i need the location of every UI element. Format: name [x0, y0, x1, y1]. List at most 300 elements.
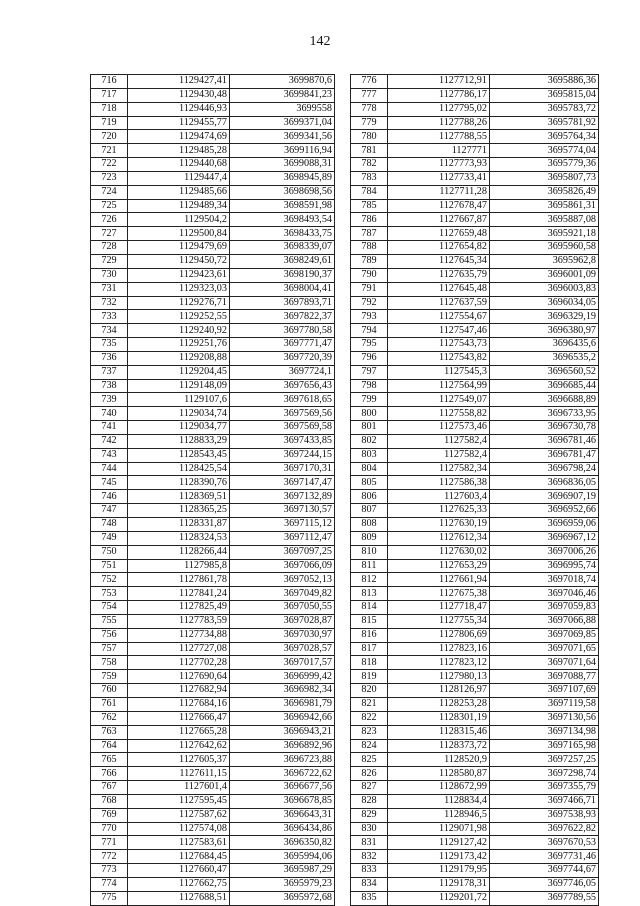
y-coordinate-cell: 3696560,52: [490, 365, 599, 379]
x-coordinate-cell: 1128266,44: [128, 545, 230, 559]
y-coordinate-cell: 3697746,05: [490, 877, 599, 891]
table-row: [351, 448, 599, 462]
point-number-cell: 807: [351, 504, 388, 518]
y-coordinate-cell: 3695826,49: [490, 185, 599, 199]
x-coordinate-cell: 1127841,24: [128, 587, 230, 601]
table-row: [91, 75, 335, 89]
x-coordinate-cell: 1127630,19: [388, 518, 490, 532]
x-coordinate-cell: 1129107,6: [128, 393, 230, 407]
y-coordinate-cell: 3696999,42: [230, 670, 335, 684]
x-coordinate-cell: 1127654,82: [388, 241, 490, 255]
y-coordinate-cell: 3695994,06: [230, 850, 335, 864]
x-coordinate-cell: 1129474,69: [128, 130, 230, 144]
table-row: [91, 324, 335, 338]
x-coordinate-cell: 1127823,16: [388, 642, 490, 656]
y-coordinate-cell: 3697170,31: [230, 462, 335, 476]
x-coordinate-cell: 1128425,54: [128, 462, 230, 476]
x-coordinate-cell: 1129427,41: [128, 75, 230, 89]
y-coordinate-cell: 3696982,34: [230, 684, 335, 698]
table-row: [91, 531, 335, 545]
table-row: [351, 296, 599, 310]
point-number-cell: 829: [351, 808, 388, 822]
table-row: [91, 767, 335, 781]
point-number-cell: 783: [351, 171, 388, 185]
y-coordinate-cell: 3697018,74: [490, 573, 599, 587]
point-number-cell: 741: [91, 421, 128, 435]
x-coordinate-cell: 1129178,31: [388, 877, 490, 891]
x-coordinate-cell: 1127823,12: [388, 656, 490, 670]
table-row: [91, 559, 335, 573]
y-coordinate-cell: 3696034,05: [490, 296, 599, 310]
point-number-cell: 770: [91, 822, 128, 836]
table-row: [351, 102, 599, 116]
point-number-cell: 792: [351, 296, 388, 310]
point-number-cell: 777: [351, 88, 388, 102]
x-coordinate-cell: 1127659,48: [388, 227, 490, 241]
table-row: [351, 656, 599, 670]
x-coordinate-cell: 1127980,13: [388, 670, 490, 684]
point-number-cell: 761: [91, 697, 128, 711]
y-coordinate-cell: 3698945,89: [230, 171, 335, 185]
point-number-cell: 751: [91, 559, 128, 573]
y-coordinate-cell: 3697046,46: [490, 587, 599, 601]
y-coordinate-cell: 3697052,13: [230, 573, 335, 587]
page-number: 142: [309, 34, 331, 49]
x-coordinate-cell: 1127549,07: [388, 393, 490, 407]
table-row: [91, 753, 335, 767]
table-row: [351, 836, 599, 850]
table-row: [91, 628, 335, 642]
table-row: [351, 393, 599, 407]
y-coordinate-cell: 3697066,88: [490, 614, 599, 628]
point-number-cell: 732: [91, 296, 128, 310]
x-coordinate-cell: 1129276,71: [128, 296, 230, 310]
table-row: [91, 268, 335, 282]
x-coordinate-cell: 1128834,4: [388, 794, 490, 808]
y-coordinate-cell: 3697088,77: [490, 670, 599, 684]
y-coordinate-cell: 3697355,79: [490, 781, 599, 795]
table-row: [351, 254, 599, 268]
point-number-cell: 793: [351, 310, 388, 324]
point-number-cell: 750: [91, 545, 128, 559]
point-number-cell: 749: [91, 531, 128, 545]
y-coordinate-cell: 3696535,2: [490, 351, 599, 365]
table-row: [351, 379, 599, 393]
y-coordinate-cell: 3697538,93: [490, 808, 599, 822]
table-row: [91, 573, 335, 587]
table-row: [351, 781, 599, 795]
x-coordinate-cell: 1127603,4: [388, 490, 490, 504]
y-coordinate-cell: 3697059,83: [490, 601, 599, 615]
point-number-cell: 769: [91, 808, 128, 822]
x-coordinate-cell: 1127702,28: [128, 656, 230, 670]
table-row: [351, 227, 599, 241]
table-row: [91, 490, 335, 504]
y-coordinate-cell: 3697006,26: [490, 545, 599, 559]
table-row: [91, 711, 335, 725]
point-number-cell: 802: [351, 434, 388, 448]
x-coordinate-cell: 1127682,94: [128, 684, 230, 698]
table-row: [351, 199, 599, 213]
y-coordinate-cell: 3696942,66: [230, 711, 335, 725]
x-coordinate-cell: 1128373,72: [388, 739, 490, 753]
table-row: [91, 351, 335, 365]
x-coordinate-cell: 1129148,09: [128, 379, 230, 393]
table-row: [351, 864, 599, 878]
point-number-cell: 834: [351, 877, 388, 891]
x-coordinate-cell: 1129485,66: [128, 185, 230, 199]
table-row: [351, 518, 599, 532]
y-coordinate-cell: 3697569,56: [230, 407, 335, 421]
x-coordinate-cell: 1127734,88: [128, 628, 230, 642]
point-number-cell: 782: [351, 158, 388, 172]
table-row: [351, 476, 599, 490]
coordinates-table-right: [350, 74, 599, 906]
table-row: [91, 88, 335, 102]
point-number-cell: 722: [91, 158, 128, 172]
y-coordinate-cell: 3699558: [230, 102, 335, 116]
y-coordinate-cell: 3697132,89: [230, 490, 335, 504]
table-row: [351, 268, 599, 282]
x-coordinate-cell: 1127666,47: [128, 711, 230, 725]
x-coordinate-cell: 1127783,59: [128, 614, 230, 628]
table-row: [91, 241, 335, 255]
x-coordinate-cell: 1127543,73: [388, 338, 490, 352]
point-number-cell: 805: [351, 476, 388, 490]
x-coordinate-cell: 1128253,28: [388, 697, 490, 711]
table-row: [91, 822, 335, 836]
table-row: [351, 434, 599, 448]
point-number-cell: 780: [351, 130, 388, 144]
table-row: [351, 794, 599, 808]
y-coordinate-cell: 3697130,56: [490, 711, 599, 725]
y-coordinate-cell: 3697780,58: [230, 324, 335, 338]
table-row: [351, 697, 599, 711]
point-number-cell: 768: [91, 794, 128, 808]
x-coordinate-cell: 1128369,51: [128, 490, 230, 504]
point-number-cell: 774: [91, 877, 128, 891]
x-coordinate-cell: 1129450,72: [128, 254, 230, 268]
x-coordinate-cell: 1127684,45: [128, 850, 230, 864]
y-coordinate-cell: 3697069,85: [490, 628, 599, 642]
y-coordinate-cell: 3697298,74: [490, 767, 599, 781]
table-row: [91, 836, 335, 850]
y-coordinate-cell: 3696001,09: [490, 268, 599, 282]
table-row: [351, 462, 599, 476]
table-row: [351, 130, 599, 144]
point-number-cell: 737: [91, 365, 128, 379]
x-coordinate-cell: 1129485,28: [128, 144, 230, 158]
y-coordinate-cell: 3695886,36: [490, 75, 599, 89]
point-number-cell: 773: [91, 864, 128, 878]
y-coordinate-cell: 3695764,34: [490, 130, 599, 144]
point-number-cell: 735: [91, 338, 128, 352]
point-number-cell: 816: [351, 628, 388, 642]
x-coordinate-cell: 1127662,75: [128, 877, 230, 891]
y-coordinate-cell: 3697134,98: [490, 725, 599, 739]
y-coordinate-cell: 3695979,23: [230, 877, 335, 891]
point-number-cell: 817: [351, 642, 388, 656]
x-coordinate-cell: 1129252,55: [128, 310, 230, 324]
y-coordinate-cell: 3698339,07: [230, 241, 335, 255]
y-coordinate-cell: 3696943,21: [230, 725, 335, 739]
x-coordinate-cell: 1128390,76: [128, 476, 230, 490]
x-coordinate-cell: 1127985,8: [128, 559, 230, 573]
table-row: [91, 656, 335, 670]
y-coordinate-cell: 3699088,31: [230, 158, 335, 172]
table-row: [91, 462, 335, 476]
point-number-cell: 787: [351, 227, 388, 241]
table-row: [91, 504, 335, 518]
table-row: [91, 670, 335, 684]
point-number-cell: 766: [91, 767, 128, 781]
y-coordinate-cell: 3698493,54: [230, 213, 335, 227]
table-row: [91, 434, 335, 448]
x-coordinate-cell: 1127558,82: [388, 407, 490, 421]
y-coordinate-cell: 3697893,71: [230, 296, 335, 310]
point-number-cell: 778: [351, 102, 388, 116]
point-number-cell: 791: [351, 282, 388, 296]
x-coordinate-cell: 1127861,78: [128, 573, 230, 587]
y-coordinate-cell: 3696677,56: [230, 781, 335, 795]
y-coordinate-cell: 3698249,61: [230, 254, 335, 268]
x-coordinate-cell: 1127795,02: [388, 102, 490, 116]
point-number-cell: 823: [351, 725, 388, 739]
y-coordinate-cell: 3697017,57: [230, 656, 335, 670]
x-coordinate-cell: 1128315,46: [388, 725, 490, 739]
y-coordinate-cell: 3697107,69: [490, 684, 599, 698]
x-coordinate-cell: 1129430,48: [128, 88, 230, 102]
table-row: [91, 338, 335, 352]
x-coordinate-cell: 1127611,15: [128, 767, 230, 781]
x-coordinate-cell: 1129446,93: [128, 102, 230, 116]
x-coordinate-cell: 1127684,16: [128, 697, 230, 711]
table-row: [351, 614, 599, 628]
point-number-cell: 815: [351, 614, 388, 628]
y-coordinate-cell: 3697097,25: [230, 545, 335, 559]
point-number-cell: 821: [351, 697, 388, 711]
point-number-cell: 833: [351, 864, 388, 878]
y-coordinate-cell: 3697071,65: [490, 642, 599, 656]
point-number-cell: 754: [91, 601, 128, 615]
x-coordinate-cell: 1128520,9: [388, 753, 490, 767]
point-number-cell: 771: [91, 836, 128, 850]
x-coordinate-cell: 1127605,37: [128, 753, 230, 767]
point-number-cell: 814: [351, 601, 388, 615]
point-number-cell: 797: [351, 365, 388, 379]
x-coordinate-cell: 1129455,77: [128, 116, 230, 130]
table-row: [91, 144, 335, 158]
point-number-cell: 740: [91, 407, 128, 421]
y-coordinate-cell: 3697071,64: [490, 656, 599, 670]
x-coordinate-cell: 1127727,08: [128, 642, 230, 656]
x-coordinate-cell: 1129479,69: [128, 241, 230, 255]
y-coordinate-cell: 3697789,55: [490, 891, 599, 905]
x-coordinate-cell: 1129201,72: [388, 891, 490, 905]
point-number-cell: 798: [351, 379, 388, 393]
y-coordinate-cell: 3697569,58: [230, 421, 335, 435]
table-row: [91, 310, 335, 324]
point-number-cell: 827: [351, 781, 388, 795]
x-coordinate-cell: 1127788,55: [388, 130, 490, 144]
point-number-cell: 759: [91, 670, 128, 684]
x-coordinate-cell: 1127582,4: [388, 448, 490, 462]
y-coordinate-cell: 3696350,82: [230, 836, 335, 850]
x-coordinate-cell: 1129440,68: [128, 158, 230, 172]
point-number-cell: 747: [91, 504, 128, 518]
point-number-cell: 730: [91, 268, 128, 282]
x-coordinate-cell: 1129034,74: [128, 407, 230, 421]
point-number-cell: 810: [351, 545, 388, 559]
x-coordinate-cell: 1127583,61: [128, 836, 230, 850]
x-coordinate-cell: 1127543,82: [388, 351, 490, 365]
point-number-cell: 825: [351, 753, 388, 767]
table-row: [91, 891, 335, 905]
y-coordinate-cell: 3697165,98: [490, 739, 599, 753]
point-number-cell: 786: [351, 213, 388, 227]
y-coordinate-cell: 3696836,05: [490, 476, 599, 490]
x-coordinate-cell: 1129127,42: [388, 836, 490, 850]
point-number-cell: 831: [351, 836, 388, 850]
x-coordinate-cell: 1129179,95: [388, 864, 490, 878]
y-coordinate-cell: 3697656,43: [230, 379, 335, 393]
x-coordinate-cell: 1127574,08: [128, 822, 230, 836]
x-coordinate-cell: 1127582,4: [388, 434, 490, 448]
x-coordinate-cell: 1128672,99: [388, 781, 490, 795]
table-row: [351, 739, 599, 753]
y-coordinate-cell: 3698591,98: [230, 199, 335, 213]
point-number-cell: 822: [351, 711, 388, 725]
table-row: [351, 877, 599, 891]
y-coordinate-cell: 3697744,67: [490, 864, 599, 878]
y-coordinate-cell: 3695921,18: [490, 227, 599, 241]
y-coordinate-cell: 3696380,97: [490, 324, 599, 338]
y-coordinate-cell: 3695779,36: [490, 158, 599, 172]
point-number-cell: 800: [351, 407, 388, 421]
x-coordinate-cell: 1127718,47: [388, 601, 490, 615]
x-coordinate-cell: 1129251,76: [128, 338, 230, 352]
y-coordinate-cell: 3696981,79: [230, 697, 335, 711]
y-coordinate-cell: 3696678,85: [230, 794, 335, 808]
x-coordinate-cell: 1128331,87: [128, 518, 230, 532]
point-number-cell: 835: [351, 891, 388, 905]
x-coordinate-cell: 1128324,53: [128, 531, 230, 545]
x-coordinate-cell: 1129034,77: [128, 421, 230, 435]
point-number-cell: 746: [91, 490, 128, 504]
y-coordinate-cell: 3698433,75: [230, 227, 335, 241]
point-number-cell: 781: [351, 144, 388, 158]
x-coordinate-cell: 1127755,34: [388, 614, 490, 628]
x-coordinate-cell: 1127711,28: [388, 185, 490, 199]
table-row: [91, 393, 335, 407]
point-number-cell: 795: [351, 338, 388, 352]
point-number-cell: 727: [91, 227, 128, 241]
x-coordinate-cell: 1127773,93: [388, 158, 490, 172]
point-number-cell: 775: [91, 891, 128, 905]
y-coordinate-cell: 3696733,95: [490, 407, 599, 421]
table-row: [91, 421, 335, 435]
table-row: [351, 573, 599, 587]
x-coordinate-cell: 1127661,94: [388, 573, 490, 587]
y-coordinate-cell: 3695781,92: [490, 116, 599, 130]
table-row: [91, 407, 335, 421]
y-coordinate-cell: 3697028,87: [230, 614, 335, 628]
table-row: [91, 614, 335, 628]
y-coordinate-cell: 3697066,09: [230, 559, 335, 573]
x-coordinate-cell: 1129208,88: [128, 351, 230, 365]
x-coordinate-cell: 1127712,91: [388, 75, 490, 89]
point-number-cell: 765: [91, 753, 128, 767]
point-number-cell: 744: [91, 462, 128, 476]
point-number-cell: 801: [351, 421, 388, 435]
point-number-cell: 755: [91, 614, 128, 628]
point-number-cell: 785: [351, 199, 388, 213]
x-coordinate-cell: 1127582,34: [388, 462, 490, 476]
x-coordinate-cell: 1127612,34: [388, 531, 490, 545]
x-coordinate-cell: 1127733,41: [388, 171, 490, 185]
table-row: [351, 767, 599, 781]
y-coordinate-cell: 3697466,71: [490, 794, 599, 808]
point-number-cell: 767: [91, 781, 128, 795]
point-number-cell: 725: [91, 199, 128, 213]
point-number-cell: 818: [351, 656, 388, 670]
table-row: [351, 725, 599, 739]
table-row: [351, 351, 599, 365]
point-number-cell: 813: [351, 587, 388, 601]
table-row: [91, 116, 335, 130]
point-number-cell: 788: [351, 241, 388, 255]
table-row: [351, 158, 599, 172]
table-row: [91, 877, 335, 891]
point-number-cell: 729: [91, 254, 128, 268]
y-coordinate-cell: 3698698,56: [230, 185, 335, 199]
point-number-cell: 808: [351, 518, 388, 532]
point-number-cell: 731: [91, 282, 128, 296]
x-coordinate-cell: 1127573,46: [388, 421, 490, 435]
point-number-cell: 784: [351, 185, 388, 199]
y-coordinate-cell: 3697257,25: [490, 753, 599, 767]
y-coordinate-cell: 3697115,12: [230, 518, 335, 532]
y-coordinate-cell: 3697731,46: [490, 850, 599, 864]
table-row: [91, 102, 335, 116]
point-number-cell: 720: [91, 130, 128, 144]
x-coordinate-cell: 1129173,42: [388, 850, 490, 864]
table-row: [351, 531, 599, 545]
table-row: [91, 739, 335, 753]
point-number-cell: 830: [351, 822, 388, 836]
point-number-cell: 772: [91, 850, 128, 864]
table-row: [91, 254, 335, 268]
y-coordinate-cell: 3697724,1: [230, 365, 335, 379]
y-coordinate-cell: 3695887,08: [490, 213, 599, 227]
y-coordinate-cell: 3696643,31: [230, 808, 335, 822]
table-row: [91, 171, 335, 185]
table-row: [351, 504, 599, 518]
table-row: [91, 296, 335, 310]
point-number-cell: 756: [91, 628, 128, 642]
point-number-cell: 739: [91, 393, 128, 407]
y-coordinate-cell: 3696952,66: [490, 504, 599, 518]
table-row: [91, 227, 335, 241]
point-number-cell: 748: [91, 518, 128, 532]
y-coordinate-cell: 3697130,57: [230, 504, 335, 518]
y-coordinate-cell: 3696722,62: [230, 767, 335, 781]
table-row: [91, 587, 335, 601]
table-row: [91, 213, 335, 227]
point-number-cell: 742: [91, 434, 128, 448]
point-number-cell: 724: [91, 185, 128, 199]
table-row: [351, 75, 599, 89]
